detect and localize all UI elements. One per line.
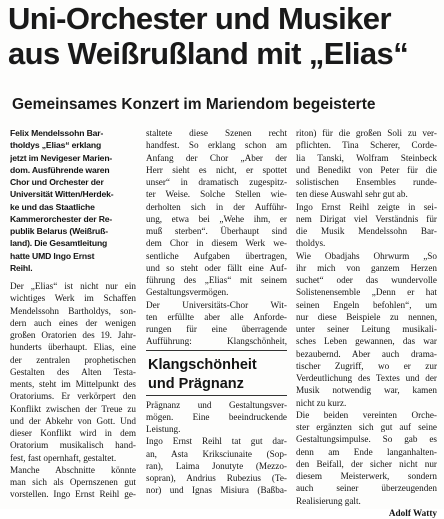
body-line: Wie Obadjahs Ohrwurm „So	[296, 250, 437, 261]
body-line: nur diese Beispiele zu nennen,	[296, 311, 437, 322]
lead-line: Universität Witten/Herdek-	[10, 189, 114, 200]
body-line: und der Abkehr von Gott. Und	[10, 415, 136, 426]
column-3-body	[296, 127, 437, 507]
body-line: Verdeutlichung des Textes und der	[296, 373, 437, 383]
body-line: derholten sich in der Aufführ-	[146, 201, 287, 212]
column-2-body-bottom	[146, 399, 287, 497]
body-line: Die beiden vereinten Orche-	[296, 409, 437, 420]
body-line: der zentralen prophetischen	[10, 354, 136, 365]
body-line: mögen. Eine beeindruckende	[146, 411, 287, 422]
lead-paragraph	[10, 127, 136, 274]
body-line: Gestalten des Alten Testa-	[10, 366, 136, 377]
body-line: Herr sieht es nicht, er spottet	[146, 164, 287, 175]
body-line: suchet“ oder das wundervolle	[296, 275, 437, 285]
body-line: sches Leben gewannen, das war	[296, 336, 437, 347]
body-line: und Benedikt von Peter für die	[296, 164, 437, 175]
body-line: hunderts überhaupt. Elias, eine	[10, 342, 136, 353]
lead-line: publik Belarus (Weißruß-	[10, 226, 108, 236]
body-line: großen Oratorien des 19. Jahr-	[10, 330, 136, 340]
column-2	[146, 127, 287, 497]
body-line: rungen für eine überragende	[146, 324, 287, 334]
body-line: ster ergänzten sich gut auf seine	[296, 422, 437, 432]
body-line: ments, steht im Mittelpunkt des	[10, 379, 136, 389]
headline-line-1: Uni-Orchester und Musiker	[8, 1, 391, 36]
body-line: pflichten. Tina Scherer, Corde-	[296, 140, 437, 151]
body-line: man sich als Opernszenen gut	[10, 477, 136, 487]
body-line: Oratoriums. Er verkörpert den	[10, 391, 136, 402]
column-2-body-top	[146, 127, 287, 348]
body-line: ung, etwa bei „Wehe ihm, er	[146, 213, 287, 224]
body-line: an, Asta Kriksciunaite (Sop-	[146, 448, 287, 459]
body-line: auch seiner überzeugenden	[296, 483, 437, 494]
intertitle-line-1: Klangschönheit	[148, 356, 257, 373]
body-line: solistischen Ensembles runde-	[296, 177, 437, 187]
body-line: tischer Zugriff, wo er zur	[296, 360, 437, 371]
body-line: ran), Laima Jonutyte (Mezzo-	[146, 460, 287, 471]
body-line: Leistung.	[146, 424, 181, 434]
body-line: Mendelssohn Bartholdys, son-	[10, 305, 136, 316]
body-line: staltete diese Szenen recht	[146, 128, 287, 138]
body-line: die Musik Mendelssohn Bar-	[296, 226, 437, 236]
body-line: diesem Meisterwerk, sondern	[296, 471, 437, 481]
body-line: Konflikt zwischen der Treue zu	[10, 403, 136, 414]
body-line: dieser Konflikt wird in dem	[10, 428, 136, 438]
body-line: unter seiner Leitung musikali-	[296, 324, 437, 334]
body-line: tholdys.	[296, 238, 326, 249]
body-line: sopran), Andrius Rubezius (Te-	[146, 473, 287, 483]
lead-line: hatte UMD Ingo Ernst	[10, 250, 95, 261]
body-line: wichtiges Werk im Schaffen	[10, 293, 136, 304]
body-line: Manche Abschnitte könnte	[10, 464, 136, 475]
lead-line: Reihl.	[10, 262, 33, 273]
body-line: seinen Engeln befohlen“, um	[296, 299, 437, 310]
body-line: dern auch eines der wenigen	[10, 317, 136, 328]
body-line: fest, fast opernhaft, gestaltet.	[10, 452, 117, 463]
body-line: unser“ in dramatisch zugespitz-	[146, 177, 287, 187]
column-1-body	[10, 280, 136, 501]
intertitle-line-2: und Prägnanz	[148, 375, 244, 392]
body-line: nem Dirigat viel Verständnis für	[296, 213, 437, 224]
subheadline: Gemeinsames Konzert im Mariendom begeisterte	[12, 96, 376, 113]
body-line: lia Tanski, Wolfram Steinbeck	[296, 152, 437, 163]
body-line: bezaubernd. Aber auch drama-	[296, 348, 437, 359]
body-line: Der „Elias“ ist nicht nur ein	[10, 281, 136, 291]
lead-line: dom. Ausführende waren	[10, 164, 110, 175]
lead-line: Felix Mendelssohn Bar-	[10, 128, 104, 138]
body-line: Musik notwendig war, kamen	[296, 385, 437, 396]
body-line: führung des „Elias“ mit seinem	[146, 275, 287, 285]
body-line: Aufführung: Klangschönheit,	[146, 336, 287, 347]
body-line: Ingo Ernst Reihl zeigte in sei-	[296, 201, 437, 212]
body-line: ten diese Auswahl sehr gut ab.	[296, 189, 408, 200]
body-line: Anfang der Chor „Aber der	[146, 152, 287, 163]
body-line: Gestaltungsimpulse. So gab es	[296, 434, 437, 445]
body-line: Realisierung galt.	[296, 495, 361, 506]
body-line: muß sterben“. Überhaupt sind	[146, 226, 287, 236]
body-line: den Beifall, der sicher nicht nur	[296, 458, 437, 469]
body-line: Oratorium musikalisch hand-	[10, 440, 136, 451]
lead-line: land). Die Gesamtleitung	[10, 238, 108, 249]
body-line: Gestaltungsvermögen.	[146, 287, 229, 298]
body-line: dem Chor in diesem Werk we-	[146, 238, 287, 249]
body-line: und so steht oder fällt eine Auf-	[146, 262, 287, 273]
body-line: nor) und Ignas Misiura (Baßba-	[146, 485, 287, 496]
lead-line: Kammerorchester der Re-	[10, 213, 113, 224]
headline-line-2: aus Weißrußland mit „Elias“	[8, 36, 409, 71]
body-line: handfest. So erklang schon am	[146, 140, 287, 151]
column-3	[296, 127, 437, 519]
body-line: ter Weise. Solche Stellen wie-	[146, 189, 287, 200]
body-line: Prägnanz und Gestaltungsver-	[146, 399, 287, 410]
body-line: ten erfüllte aber alle Anforde-	[146, 311, 287, 322]
lead-line: ke und das Staatliche	[10, 201, 95, 212]
body-line: sentliche Aufgaben übertragen,	[146, 250, 287, 261]
lead-line: jetzt im Nevigeser Marien-	[10, 152, 113, 163]
body-line: vorstellen. Ingo Ernst Reihl ge-	[10, 489, 136, 500]
body-line: Ingo Ernst Reihl tat gut dar-	[146, 436, 287, 447]
intertitle-rule-bottom	[146, 395, 287, 396]
lead-line: Chor und Orchester der	[10, 177, 104, 187]
author-byline: Adolf Watty	[388, 507, 437, 518]
body-line: denn am Ende langanhalten-	[296, 446, 437, 457]
body-line: Solistenensemble „Denn er hat	[296, 287, 437, 298]
body-line: Der Universitäts-Chor Wit-	[146, 299, 287, 310]
body-line: riton) für die großen Soli zu ver-	[296, 128, 437, 138]
column-1	[10, 127, 136, 501]
body-line: ihr mich von ganzem Herzen	[296, 262, 437, 273]
lead-line: tholdys „Elias“ erklang	[10, 140, 102, 151]
body-line: nicht zu kurz.	[296, 397, 347, 408]
intertitle-rule-top	[146, 350, 287, 351]
